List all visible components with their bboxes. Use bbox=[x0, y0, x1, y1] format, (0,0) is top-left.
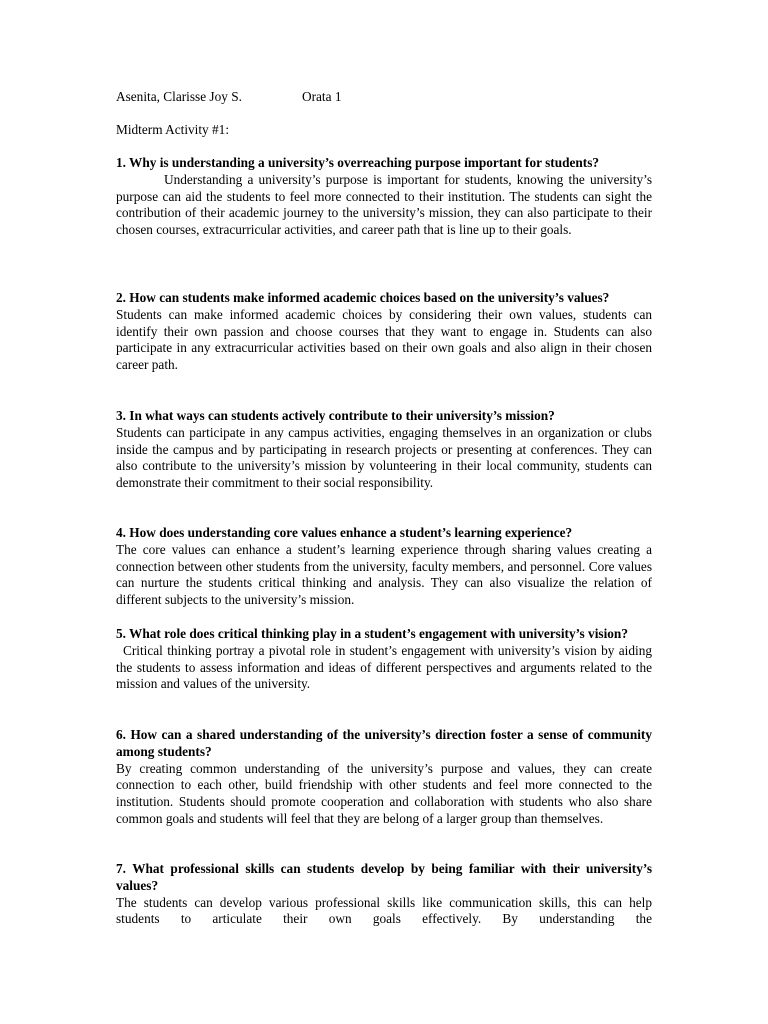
question-6: 6. How can a shared understanding of the university’s direction foster a sense of community among students? bbox=[116, 727, 652, 759]
answer-5: Critical thinking portray a pivotal role in student’s engagement with university’s vision by aiding the students to assess information and ideas of different perspectives and arguments related to the mission and values of the university. bbox=[116, 642, 652, 692]
class-name: Orata 1 bbox=[302, 89, 342, 104]
qa-item-1 bbox=[116, 155, 652, 239]
answer-7: The students can develop various professional skills like communication skills, this can help students to articulate their own goals effectively. By understanding the bbox=[116, 894, 652, 927]
qa-item-4 bbox=[116, 525, 652, 609]
student-name: Asenita, Clarisse Joy S. bbox=[116, 89, 242, 104]
answer-4: The core values can enhance a student’s learning experience through sharing values creating a connection between other students from the university, faculty members, and personnel. Core values can nurture the students critical thinking and analysis. They can also visualize the relation of different subjects to the university’s mission. bbox=[116, 541, 652, 608]
qa-item-7 bbox=[116, 861, 652, 928]
qa-item-5 bbox=[116, 626, 652, 693]
answer-3: Students can participate in any campus activities, engaging themselves in an organization or clubs inside the campus and by participating in research projects or presenting at conferences. They can also contribute to the university’s mission by volunteering in their local community, students can demonstrate their commitment to their social responsibility. bbox=[116, 424, 652, 491]
question-3: 3. In what ways can students actively contribute to their university’s mission? bbox=[116, 408, 555, 423]
qa-item-2 bbox=[116, 290, 652, 374]
qa-item-6 bbox=[116, 727, 652, 828]
answer-6: By creating common understanding of the university’s purpose and values, they can create connection to each other, build friendship with other students and feel more connected to the institution. Students should promote cooperation and collaboration with students who also share common goals and students will feel that they are belong of a larger group than themselves. bbox=[116, 760, 652, 826]
question-5: 5. What role does critical thinking play in a student’s engagement with university’s vision? bbox=[116, 626, 628, 641]
document-header bbox=[116, 89, 342, 106]
question-2: 2. How can students make informed academic choices based on the university’s values? bbox=[116, 290, 610, 305]
qa-item-3 bbox=[116, 408, 652, 492]
question-4: 4. How does understanding core values enhance a student’s learning experience? bbox=[116, 525, 573, 540]
answer-2: Students can make informed academic choices by considering their own values, students can identify their own passion and choose courses that they want to engage in. Students can also participate in any extracurricular activities based on their own goals and also align in their chosen career path. bbox=[116, 306, 652, 373]
answer-1: Understanding a university’s purpose is important for students, knowing the university’s purpose can aid the students to feel more connected to their institution. The students can sight the contribution of their academic journey to the university’s mission, they can also participate to their chosen courses, extracurricular activities, and career path that is line up to their goals. bbox=[116, 171, 652, 238]
question-7: 7. What professional skills can students develop by being familiar with their university’s values? bbox=[116, 861, 652, 893]
activity-title: Midterm Activity #1: bbox=[116, 122, 230, 137]
question-1: 1. Why is understanding a university’s overreaching purpose important for students? bbox=[116, 155, 600, 170]
